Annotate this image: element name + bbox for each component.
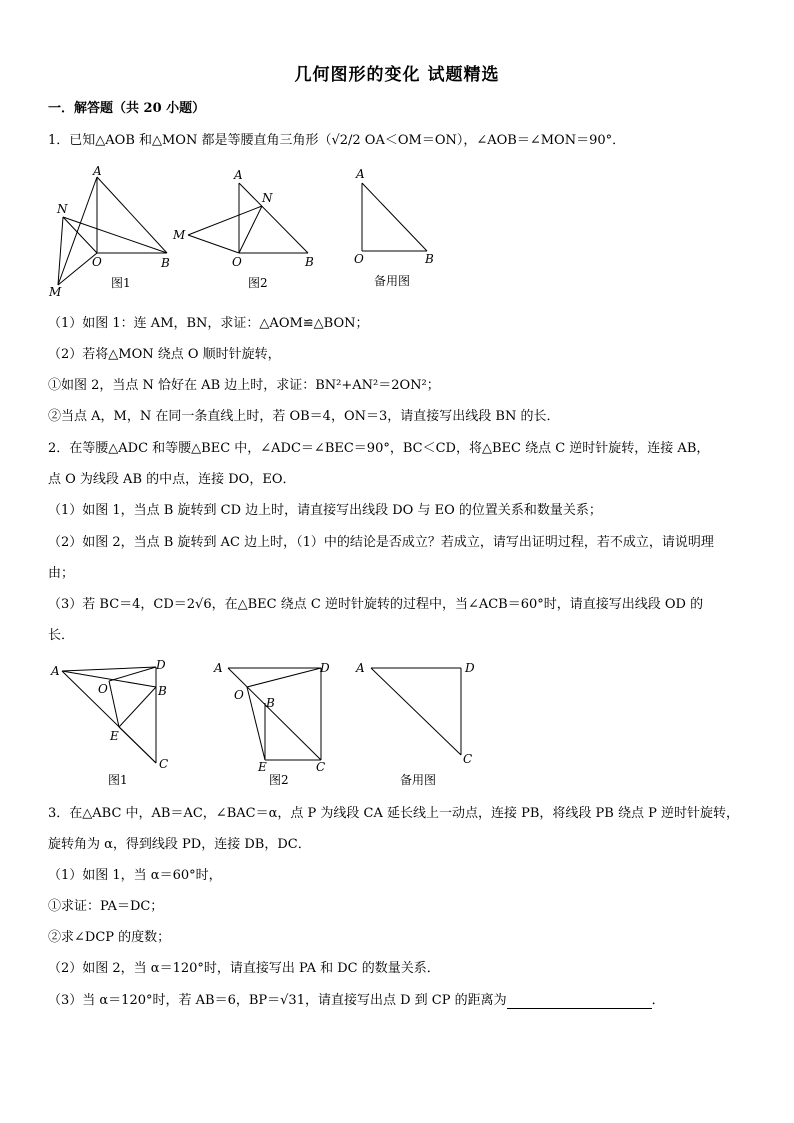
q1-part1: （1）如图 1：连 AM，BN，求证：△AOM≌△BON； [48,316,369,331]
q3-part3 [48,993,665,1009]
svg-text:O: O [232,255,242,269]
svg-text:O: O [234,688,244,702]
q1-fig1-caption: 图1 [111,276,131,290]
svg-text:E: E [110,729,119,743]
q2-fig1-caption: 图1 [108,773,128,787]
svg-text:D: D [156,658,166,672]
svg-text:B: B [305,255,314,269]
q2-part3-line1: （3）若 BC＝4，CD＝2√6，在△BEC 绕点 C 逆时针旋转的过程中，当∠ACB＝60°时，请直接写出线段 OD 的 [48,597,704,612]
q1-fig3-caption: 备用图 [374,274,411,288]
q2-figure-1 [48,656,188,791]
q2-stem-line1: 2．在等腰△ADC 和等腰△BEC 中，∠ADC＝∠BEC＝90°，BC＜CD，将△BEC 绕点 C 逆时针旋转，连接 AB， [48,441,710,456]
svg-text:D: D [320,661,330,675]
q1-part2-ii: ②当点 A，M，N 在同一条直线上时，若 OB＝4，ON＝3，请直接写出线段 BN 的长． [48,409,560,424]
q1-stem: 1．已知△AOB 和△MON 都是等腰直角三角形（√2/2 OA＜OM＝ON），∠AOB＝∠MON＝90°． [48,133,626,148]
q3-part1: （1）如图 1，当 α＝60°时， [48,868,222,883]
q2-part3-line2: 长． [48,628,75,643]
answer-blank[interactable] [507,996,652,1009]
q1-figure-1 [45,165,185,305]
svg-text:A: A [234,168,243,182]
svg-text:B: B [161,256,170,270]
q1-figure-2 [170,165,320,305]
q2-part2-line2: 由； [48,566,75,581]
svg-text:A: A [214,661,223,675]
q3-stem-line1: 3．在△ABC 中，AB＝AC，∠BAC＝α，点 P 为线段 CA 延长线上一动点，连接 PB，将线段 PB 绕点 P 逆时针旋转， [48,806,739,821]
svg-text:C: C [316,760,326,774]
q3-stem-line2: 旋转角为 α，得到线段 PD，连接 DB，DC． [48,837,311,852]
q1-figure-spare [350,165,450,305]
q2-figure-spare [350,656,490,791]
q3-part3-end: ． [651,993,665,1008]
q1-part2: （2）若将△MON 绕点 O 顺时针旋转， [48,347,281,362]
q1-part2-i: ①如图 2，当点 N 恰好在 AB 边上时，求证：BN²+AN²＝2ON²； [48,378,440,393]
q2-part2-line1: （2）如图 2，当点 B 旋转到 AC 边上时，（1）中的结论是否成立？若成立，请写出证明过程，若不成立，请说明理 [48,535,714,550]
q2-fig2-caption: 图2 [269,773,289,787]
svg-text:A: A [51,664,60,678]
svg-text:E: E [258,760,267,774]
section-heading: 一．解答题（共 20 小题） [48,101,206,116]
svg-text:A: A [356,167,365,181]
svg-text:C: C [463,752,473,766]
svg-text:M: M [173,228,186,242]
q2-figure-2 [210,656,350,791]
svg-text:B: B [425,252,434,266]
q2-fig3-caption: 备用图 [400,773,437,787]
svg-text:O: O [354,252,364,266]
q1-fig2-caption: 图2 [248,276,268,290]
svg-text:O: O [98,682,108,696]
svg-text:M: M [49,285,62,299]
svg-text:B: B [158,684,167,698]
svg-text:A: A [93,164,102,178]
q2-stem-line2: 点 O 为线段 AB 的中点，连接 DO，EO． [48,472,296,487]
q3-part1-ii: ②求∠DCP 的度数； [48,930,171,945]
q3-part2: （2）如图 2，当 α＝120°时，请直接写出 PA 和 DC 的数量关系． [48,961,440,976]
q3-part3-text: （3）当 α＝120°时，若 AB＝6，BP＝√31，请直接写出点 D 到 CP 的距离为 [48,993,507,1008]
svg-text:D: D [465,661,475,675]
svg-text:O: O [92,255,102,269]
svg-text:B: B [266,696,275,710]
svg-text:A: A [356,661,365,675]
svg-text:C: C [159,757,169,771]
page-title: 几何图形的变化 试题精选 [294,65,500,85]
q3-part1-i: ①求证：PA＝DC； [48,899,164,914]
q2-part1: （1）如图 1，当点 B 旋转到 CD 边上时，请直接写出线段 DO 与 EO 的位置关系和数量关系； [48,503,602,518]
svg-text:N: N [262,191,273,205]
svg-text:N: N [57,202,68,216]
